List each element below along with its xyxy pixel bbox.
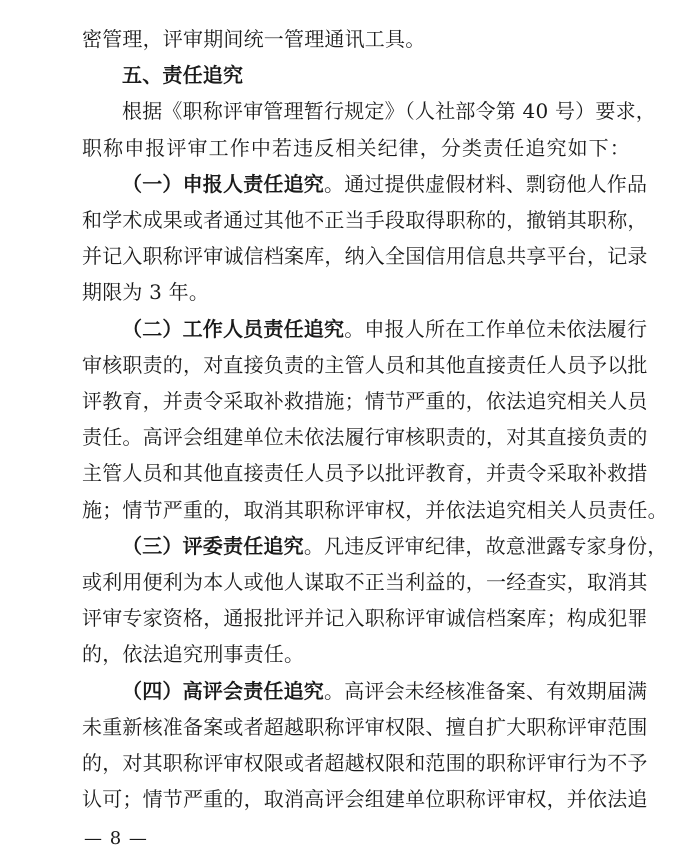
- paragraph-line: 的，依法追究刑事责任。: [82, 642, 305, 666]
- paragraph-line: 根据《职称评审管理暂行规定》（人社部令第 40 号）要求，: [122, 99, 656, 123]
- clause-text: 。通过提供虚假材料、剽窃他人作品: [324, 172, 648, 196]
- paragraph-line: 施；情节严重的，取消其职称评审权，并依法追究相关人员责任。: [82, 498, 668, 522]
- paragraph-line: 密管理，评审期间统一管理通讯工具。: [82, 27, 426, 51]
- clause-first-line: [122, 534, 668, 558]
- clause-label: （二）工作人员责任追究: [122, 317, 345, 341]
- clause-first-line: [122, 317, 648, 341]
- paragraph-line: 并记入职称评审诚信档案库，纳入全国信用信息共享平台，记录: [82, 244, 648, 268]
- paragraph-line: 期限为 3 年。: [82, 280, 210, 304]
- paragraph-line: 审核职责的，对直接负责的主管人员和其他直接责任人员予以批: [82, 353, 648, 377]
- clause-label: （四）高评会责任追究: [122, 679, 324, 703]
- clause-label: （一）申报人责任追究: [122, 172, 324, 196]
- paragraph-line: 的，对其职称评审权限或者超越权限和范围的职称评审行为不予: [82, 751, 648, 775]
- paragraph-line: 责任。高评会组建单位未依法履行审核职责的，对其直接负责的: [82, 425, 648, 449]
- clause-first-line: [122, 172, 648, 196]
- page-number: — 8 —: [84, 828, 148, 849]
- clause-text: 。申报人所在工作单位未依法履行: [344, 317, 648, 341]
- clause-text: 。凡违反评审纪律，故意泄露专家身份，: [303, 534, 668, 558]
- clause-label: （三）评委责任追究: [122, 534, 304, 558]
- paragraph-line: 职称申报评审工作中若违反相关纪律，分类责任追究如下：: [82, 136, 630, 160]
- paragraph-line: 认可；情节严重的，取消高评会组建单位职称评审权，并依法追: [82, 787, 648, 811]
- paragraph-line: 评审专家资格，通报批评并记入职称评审诚信档案库；构成犯罪: [82, 606, 648, 630]
- paragraph-line: 或利用便利为本人或他人谋取不正当利益的，一经查实，取消其: [82, 570, 648, 594]
- section-heading: 五、责任追究: [122, 63, 244, 87]
- paragraph-line: 和学术成果或者通过其他不正当手段取得职称的，撤销其职称，: [82, 208, 648, 232]
- paragraph-line: 评教育，并责令采取补救措施；情节严重的，依法追究相关人员: [82, 389, 648, 413]
- clause-text: 。高评会未经核准备案、有效期届满: [324, 679, 648, 703]
- clause-first-line: [122, 679, 648, 703]
- paragraph-line: 主管人员和其他直接责任人员予以批评教育，并责令采取补救措: [82, 461, 648, 485]
- paragraph-line: 未重新核准备案或者超越职称评审权限、擅自扩大职称评审范围: [82, 715, 648, 739]
